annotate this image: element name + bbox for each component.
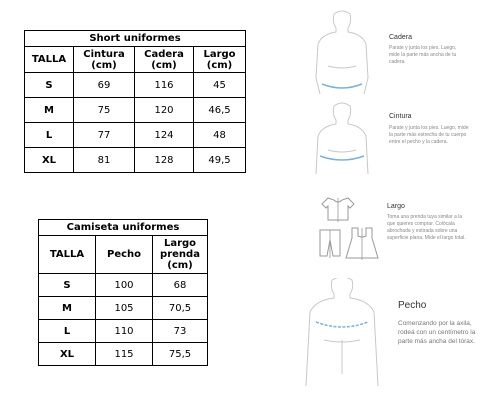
short-size-table [24,30,246,173]
largo-garments-figure [318,196,382,274]
short-table-title: Short uniformes [24,30,246,46]
size-label: XL [39,343,96,366]
pecho-value: 100 [96,274,153,297]
table-row [25,73,246,98]
largo-value: 48 [194,123,246,148]
pecho-instructions: Comenzando por la axila, rodeá con un centímetro la parte más ancha del tórax. [398,320,476,345]
short-header-cintura: Cintura (cm) [74,47,135,73]
cintura-value: 77 [74,123,135,148]
size-label: S [39,274,96,297]
cintura-title: Cintura [389,113,412,120]
largo-instructions: Toma una prenda tuya similar a la que quieres comprar. Colócala abrochada y estirada sobre una superficie plana. Mide el largo total. [387,214,466,241]
largo-value: 70,5 [153,297,208,320]
size-label: S [25,73,74,98]
largo-value: 45 [194,73,246,98]
cadera-title: Cadera [389,34,412,41]
shirt-header-largo: Largo prenda (cm) [153,236,208,274]
shirt-header-pecho: Pecho [96,236,153,274]
shirt-size-table [38,219,208,366]
table-row [25,98,246,123]
cintura-value: 69 [74,73,135,98]
pecho-body-figure [294,278,390,386]
cadera-instructions: Parate y junta los pies. Luego, mide la parte más ancha de tu cadera. [389,45,457,65]
table-row [25,123,246,148]
cintura-instructions: Parate y junta los pies. Luego, mide la parte más estrecha de tu cuerpo entre el pecho y la cadera. [389,125,469,145]
pecho-value: 110 [96,320,153,343]
largo-value: 68 [153,274,208,297]
measuring-tape-icon [316,322,368,327]
cadera-body-figure [300,8,384,94]
size-label: L [39,320,96,343]
pecho-title: Pecho [398,300,427,311]
table-row [25,148,246,173]
size-label: L [25,123,74,148]
largo-value: 75,5 [153,343,208,366]
cadera-value: 128 [135,148,194,173]
cintura-value: 75 [74,98,135,123]
short-header-largo: Largo (cm) [194,47,246,73]
pecho-value: 115 [96,343,153,366]
shirt-table-title: Camiseta uniformes [38,219,208,235]
table-row [39,274,208,297]
table-row [39,320,208,343]
size-label: M [39,297,96,320]
largo-value: 73 [153,320,208,343]
cintura-body-figure [300,102,384,174]
measuring-tape-icon [320,156,364,160]
cadera-value: 116 [135,73,194,98]
short-header-cadera: Cadera (cm) [135,47,194,73]
measuring-tape-icon [322,84,362,88]
table-row [39,297,208,320]
cadera-value: 124 [135,123,194,148]
pecho-value: 105 [96,297,153,320]
largo-value: 46,5 [194,98,246,123]
size-label: M [25,98,74,123]
largo-value: 49,5 [194,148,246,173]
cadera-value: 120 [135,98,194,123]
size-label: XL [25,148,74,173]
short-header-talla: TALLA [25,47,74,73]
table-row [39,343,208,366]
cintura-value: 81 [74,148,135,173]
largo-title: Largo [387,203,405,210]
shirt-header-talla: TALLA [39,236,96,274]
